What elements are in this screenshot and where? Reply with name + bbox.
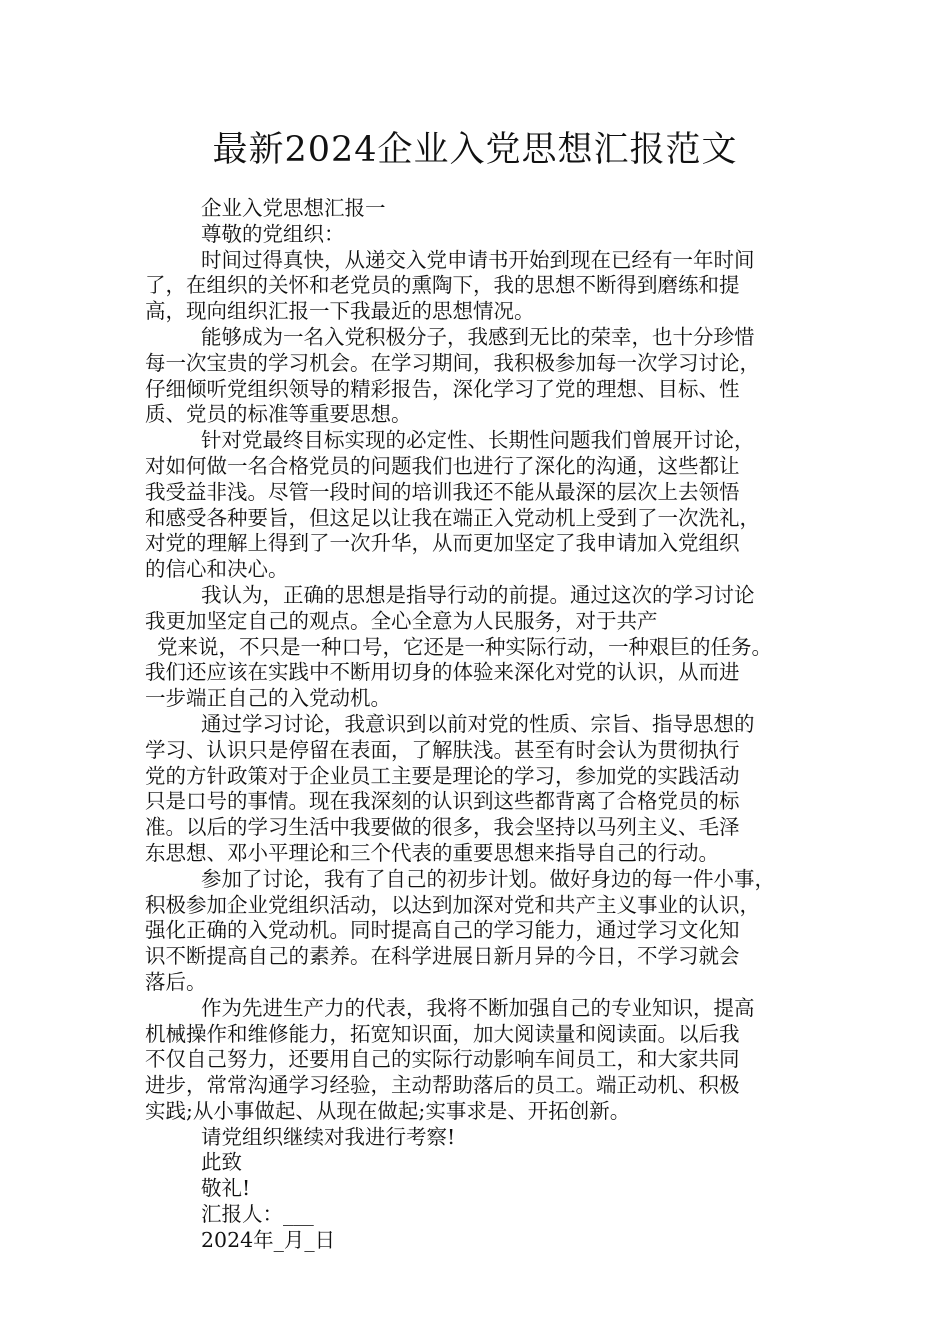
body-line: 识不断提高自己的素养。在科学进展日新月异的今日，不学习就会	[145, 944, 740, 969]
document-body	[145, 196, 825, 1254]
body-line: 我们还应该在实践中不断用切身的体验来深化对党的认识，从而进	[145, 660, 740, 685]
document-title: 最新2024企业入党思想汇报范文	[212, 130, 738, 170]
body-line: 我受益非浅。尽管一段时间的培训我还不能从最深的层次上去领悟	[145, 479, 740, 504]
body-line: 每一次宝贵的学习机会。在学习期间，我积极参加每一次学习讨论，	[145, 350, 760, 375]
body-line: 机械操作和维修能力，拓宽知识面，加大阅读量和阅读面。以后我	[145, 1021, 740, 1046]
closing-cizhi: 此致	[201, 1150, 242, 1175]
section-heading: 企业入党思想汇报一	[201, 196, 386, 220]
body-line: 作为先进生产力的代表，我将不断加强自己的专业知识，提高	[201, 995, 755, 1020]
body-line: 东思想、邓小平理论和三个代表的重要思想来指导自己的行动。	[145, 840, 719, 865]
body-line: 对如何做一名合格党员的问题我们也进行了深化的沟通，这些都让	[145, 453, 740, 478]
body-line: 我更加坚定自己的观点。全心全意为人民服务，对于共产	[145, 608, 658, 633]
body-line: 质、党员的标准等重要思想。	[145, 402, 412, 427]
body-line: 时间过得真快，从递交入党申请书开始到现在已经有一年时间	[201, 247, 755, 272]
body-line: 强化正确的入党动机。同时提高自己的学习能力，通过学习文化知	[145, 918, 740, 943]
body-line: 只是口号的事情。现在我深刻的认识到这些都背离了合格党员的标	[145, 789, 740, 814]
body-line: 我认为，正确的思想是指导行动的前提。通过这次的学习讨论	[201, 582, 755, 607]
body-line: 了，在组织的关怀和老党员的熏陶下，我的思想不断得到磨练和提	[145, 273, 740, 298]
body-line: 参加了讨论，我有了自己的初步计划。做好身边的每一件小事，	[201, 866, 775, 891]
body-line: 仔细倾听党组织领导的精彩报告，深化学习了党的理想、目标、性	[145, 376, 740, 401]
reporter-line: 汇报人：___	[201, 1202, 314, 1227]
body-line: 针对党最终目标实现的必定性、长期性问题我们曾展开讨论，	[201, 428, 755, 453]
date-line: 2024年_月_日	[201, 1227, 336, 1252]
body-line: 党来说，不只是一种口号，它还是一种实际行动，一种艰巨的任务。	[157, 634, 772, 659]
body-line: 一步端正自己的入党动机。	[145, 686, 391, 711]
body-line: 对党的理解上得到了一次升华，从而更加坚定了我申请加入党组织	[145, 531, 740, 556]
body-line: 的信心和决心。	[145, 557, 289, 582]
body-line: 积极参加企业党组织活动，以达到加深对党和共产主义事业的认识，	[145, 892, 760, 917]
body-line: 学习、认识只是停留在表面，了解肤浅。甚至有时会认为贯彻执行	[145, 737, 740, 762]
salutation: 尊敬的党组织：	[201, 221, 345, 246]
body-line: 和感受各种要旨，但这足以让我在端正入党动机上受到了一次洗礼，	[145, 505, 760, 530]
body-line: 通过学习讨论，我意识到以前对党的性质、宗旨、指导思想的	[201, 711, 755, 736]
body-line: 进步，常常沟通学习经验，主动帮助落后的员工。端正动机、积极	[145, 1073, 740, 1098]
body-line: 实践;从小事做起、从现在做起;实事求是、开拓创新。	[145, 1098, 631, 1123]
body-line: 能够成为一名入党积极分子，我感到无比的荣幸，也十分珍惜	[201, 324, 755, 349]
closing-jingli: 敬礼!	[201, 1176, 251, 1201]
closing-request: 请党组织继续对我进行考察!	[201, 1124, 456, 1149]
body-line: 高，现向组织汇报一下我最近的思想情况。	[145, 299, 535, 324]
body-line: 党的方针政策对于企业员工主要是理论的学习，参加党的实践活动	[145, 763, 740, 788]
body-line: 不仅自己努力，还要用自己的实际行动影响车间员工，和大家共同	[145, 1047, 740, 1072]
body-line: 落后。	[145, 969, 207, 994]
body-line: 准。以后的学习生活中我要做的很多，我会坚持以马列主义、毛泽	[145, 815, 740, 840]
